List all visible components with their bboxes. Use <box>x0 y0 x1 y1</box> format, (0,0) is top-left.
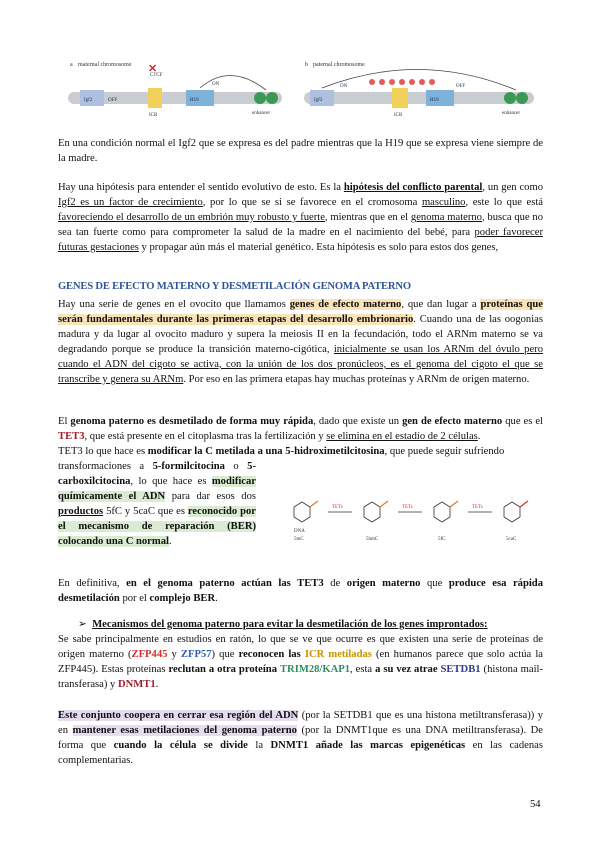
tet-oxidation-diagram <box>282 477 540 547</box>
methyl-group <box>310 501 318 507</box>
cytosine-ring-3 <box>434 502 450 522</box>
paragraph-5fc-5cac: transformaciones a 5-formilcitocina o 5-carboxilcitocina, lo que hace es modificar químicamente el ADN para dar esos dos productos 5fC y 5caC que es reconocido por el mecanismo de reparación (BER) colocando una C normal. <box>58 461 257 547</box>
panel-b-label: b <box>305 62 308 68</box>
igf2-label-b: Igf2 <box>314 98 323 103</box>
off-label-a: OFF <box>108 98 118 103</box>
tets-label-3: TETs <box>472 505 483 510</box>
paragraph-igf2-h19: En una condición normal el Igf2 que se expresa es del padre mientras que la H19 que se expresa viene siempre de la madre. <box>58 138 543 164</box>
enhancer-label-a: enhancer <box>252 111 271 116</box>
paragraph-conclusion: En definitiva, en el genoma paterno actúan las TET3 de origen materno que produce esa rápida desmetilación por el complejo BER. <box>58 578 543 604</box>
enhancer-label-b: enhancer <box>502 111 521 116</box>
paragraph-hypothesis: Hay una hipótesis para entender el sentido evolutivo de esto. Es la hipótesis del conflicto parental, un gen como Igf2 es un factor de crecimiento, por lo que se si se favorece en el cromosoma masculino, este lo que está favoreciendo el desarrollo de un embrión muy robusto y fuerte, mientras que en el genoma materno, busca que no sea tan fuerte como para comprometer la salud de la madre en el nacimiento del bebé, para poder favorecer futuras gestaciones y propagar aún más el material genético. Esta hipótesis es solo para estos dos genes, <box>58 182 544 253</box>
hydroxymethyl-group <box>380 501 388 507</box>
5fc-label: 5fC <box>438 537 446 542</box>
paragraph-cooperation: Este conjunto coopera en cerrar esa región del ADN (por la SETDB1 que es una histona metiltransferasa)) y en mantener esas metilaciones del genoma paterno (por la DNMT1que es una DNA metiltransferasa). De forma que cuando la célula se divide la DNMT1 añade las marcas epigenéticas en las cadenas complementarias. <box>58 710 543 766</box>
panel-a-label: a <box>70 62 73 68</box>
cytosine-ring-1 <box>294 502 310 522</box>
imprinting-figure <box>60 52 540 132</box>
5mc-label: 5mC <box>294 537 304 542</box>
h19-label-b: H19 <box>430 98 439 103</box>
enhancer-b-2 <box>516 92 528 104</box>
dna-label-1: DNA <box>294 529 305 534</box>
paragraph-zfp: Se sabe principalmente en estudios en ratón, lo que se ve que ocurre es que existen una serie de proteínas de origen materno (ZFP445 y ZFP57) que reconocen las ICR metiladas (en humanos parece que solo actúa la ZFP445). Estas proteínas reclutan a otra proteína TRIM28/KAP1, esta a su vez atrae SETDB1 (histona mail-transferasa) y DNMT1. <box>58 634 544 690</box>
enhancer-a-2 <box>266 92 278 104</box>
off-label-b: OFF <box>456 84 466 89</box>
tets-label-2: TETs <box>402 505 413 510</box>
section-heading: GENES DE EFECTO MATERNO Y DESMETILACIÓN GENOMA PATERNO <box>58 281 411 292</box>
arrow-bullet-icon: ➢ <box>78 619 87 630</box>
block-x-icon: ✕ <box>148 63 158 75</box>
arrow-enhancer-h19 <box>200 75 266 90</box>
enhancer-a-1 <box>254 92 266 104</box>
icr-b <box>392 88 408 108</box>
paragraph-maternal-effect: Hay una serie de genes en el ovocito que llamamos genes de efecto materno, que dan lugar a proteínas que serán fundamentales durante las primeras etapas del desarrollo embrionario. Cuando una de las oogonias madura y da lugar al ovocito maduro y supera la meiosis II en la fecundación, todo el ARNm materno se va degradando porque se produce la transición materno-cigótica, inicialmente se usan los ARNm del óvulo pero cuando el ADN del cigoto se activa, con la unión de los dos pronúcleos, es el genoma del cigoto el que se transcribe y genera su ARNm. Por eso en las primera etapas hay muchas proteínas y ARNm de origen materno. <box>58 299 543 385</box>
paternal-chromosome-bar <box>304 92 534 104</box>
methyl-marks <box>369 79 435 85</box>
icr-label-a: ICR <box>149 113 158 118</box>
h19-label-a: H19 <box>190 98 199 103</box>
panel-b-title: paternal chromosome <box>313 62 365 68</box>
icr-a <box>148 88 162 108</box>
on-label-b: ON <box>340 84 348 89</box>
paragraph-tet3: El genoma paterno es desmetilado de forma muy rápida, dado que existe un gen de efecto materno que es el TET3, que está presente en el citoplasma tras la fertilización y se elimina en el estadío de 2 células. TET3 lo que hace es modificar la C metilada a una 5-hidroximetilcitosina, que puede seguir sufriendo <box>58 416 543 457</box>
cytosine-ring-2 <box>364 502 380 522</box>
igf2-label-a: Igf2 <box>84 98 93 103</box>
icr-label-b: ICR <box>394 113 403 118</box>
5hmc-label: 5hmC <box>366 537 379 542</box>
bullet-heading: ➢ Mecanismos del genoma paterno para evitar la desmetilación de los genes improntados: <box>78 619 488 630</box>
ctcf-label: CTCF <box>150 73 163 78</box>
formyl-group <box>450 501 458 507</box>
cytosine-ring-4 <box>504 502 520 522</box>
tets-label-1: TETs <box>332 505 343 510</box>
carboxyl-group <box>520 501 528 507</box>
panel-a-title: maternal chromosome <box>78 62 132 68</box>
5cac-label: 5caC <box>506 537 517 542</box>
enhancer-b-1 <box>504 92 516 104</box>
page-number: 54 <box>530 799 541 810</box>
on-label-a: ON <box>212 82 220 87</box>
arrow-enhancer-igf2 <box>322 69 516 90</box>
